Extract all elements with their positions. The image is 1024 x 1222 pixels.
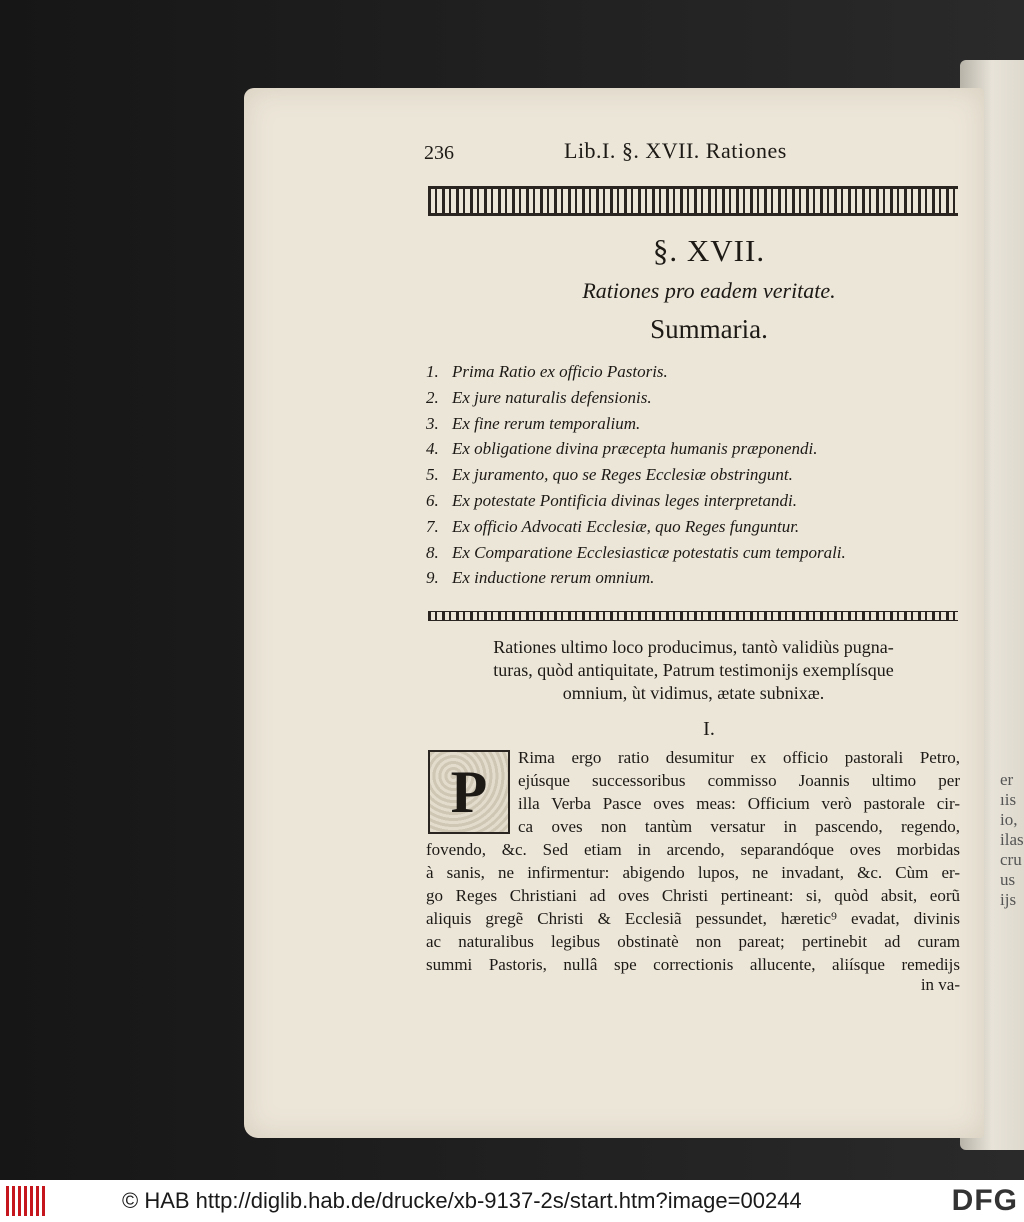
- summary-text: Ex fine rerum temporalium.: [452, 413, 641, 433]
- body-line: summi Pastoris, nullâ spe correctionis allucente, aliísque remedijs: [426, 955, 960, 974]
- facing-fragment: us: [1000, 870, 1016, 889]
- body-line: ca oves non tantùm versatur in pascendo, regendo,: [518, 817, 960, 836]
- summary-text: Ex Comparatione Ecclesiasticæ potestatis cum temporali.: [452, 542, 846, 562]
- divider-ornament: [428, 611, 958, 621]
- summary-number: 2.: [426, 387, 439, 407]
- facing-fragment: ıis: [1000, 790, 1017, 809]
- summary-item: [426, 568, 966, 594]
- copyright-link[interactable]: © HAB http://diglib.hab.de/drucke/xb-9137-2s/start.htm?image=00244: [122, 1188, 802, 1213]
- summary-text: Ex obligatione divina præcepta humanis præponendi.: [452, 439, 818, 459]
- top-ornament-band: [428, 186, 958, 216]
- section-subtitle: Rationes pro eadem veritate.: [582, 278, 836, 303]
- body-line: à sanis, ne infirmentur: abigendo lupos, ne invadant, &c. Cùm er-: [426, 863, 960, 882]
- summary-item: [426, 439, 966, 465]
- summary-item: [426, 388, 966, 414]
- drop-cap: P: [428, 750, 510, 834]
- catchword: in va-: [920, 975, 960, 994]
- summary-number: 4.: [426, 439, 439, 459]
- intro-line: Rationes ultimo loco producimus, tantò validiùs pugna-: [493, 637, 894, 657]
- body-line: go Reges Christiani ad oves Christi pertineant: si, quòd absit, eorũ: [426, 886, 960, 905]
- summary-item: [426, 465, 966, 491]
- body-line: ac naturalibus legibus obstinatè non pareat; pertinebit ad curam: [426, 932, 960, 951]
- intro-line: turas, quòd antiquitate, Patrum testimonijs exemplísque: [493, 660, 894, 680]
- summary-item: [426, 517, 966, 543]
- facing-fragment: io,: [1000, 810, 1018, 829]
- body-line: Rima ergo ratio desumitur ex officio pastorali Petro,: [518, 748, 960, 767]
- summary-number: 8.: [426, 542, 439, 562]
- summary-text: Ex juramento, quo se Reges Ecclesiæ obstringunt.: [452, 465, 793, 485]
- facing-page-fragments: [1000, 770, 1024, 910]
- summary-number: 1.: [426, 362, 439, 381]
- summary-text: Ex inductione rerum omnium.: [452, 568, 655, 588]
- facing-fragment: cru: [1000, 850, 1022, 869]
- running-head: Lib.I. §. XVII. Rationes: [564, 138, 787, 163]
- summary-item: [426, 362, 966, 388]
- summary-heading: Summaria.: [650, 314, 768, 344]
- book-page: [244, 88, 984, 1138]
- subsection-numeral: I.: [703, 718, 715, 740]
- page-number: 236: [424, 142, 454, 164]
- section-title: §. XVII.: [652, 233, 766, 268]
- hab-barcode-icon: [6, 1186, 48, 1216]
- summary-text: Prima Ratio ex officio Pastoris.: [452, 362, 668, 381]
- summary-text: Ex potestate Pontificia divinas leges interpretandi.: [452, 490, 797, 510]
- body-line: aliquis gregẽ Christi & Ecclesiã pessundet, hæretic⁹ evadat, divinis: [426, 909, 960, 928]
- facing-fragment: er: [1000, 770, 1014, 789]
- summary-list: [426, 362, 966, 594]
- summary-item: [426, 414, 966, 440]
- dfg-logo: DFG: [951, 1184, 1018, 1217]
- intro-line: omnium, ùt vidimus, ætate subnixæ.: [562, 683, 825, 703]
- summary-text: Ex jure naturalis defensionis.: [452, 387, 652, 407]
- summary-number: 6.: [426, 490, 439, 510]
- body-line: illa Verba Pasce oves meas: Officium verò pastorale cir-: [518, 794, 960, 813]
- body-line: ejúsque successoribus commisso Joannis ultimo per: [518, 771, 960, 790]
- copyright-footer: [0, 1180, 1024, 1222]
- intro-paragraph: [426, 636, 961, 705]
- summary-number: 5.: [426, 465, 439, 485]
- facing-fragment: ilas: [1000, 830, 1024, 849]
- summary-text: Ex officio Advocati Ecclesiæ, quo Reges funguntur.: [452, 516, 800, 536]
- summary-item: [426, 543, 966, 569]
- summary-item: [426, 491, 966, 517]
- summary-number: 7.: [426, 516, 439, 536]
- summary-number: 9.: [426, 568, 439, 588]
- body-line: fovendo, &c. Sed etiam in arcendo, separandóque oves morbidas: [426, 840, 960, 859]
- facing-fragment: ijs: [1000, 890, 1017, 909]
- summary-number: 3.: [426, 413, 439, 433]
